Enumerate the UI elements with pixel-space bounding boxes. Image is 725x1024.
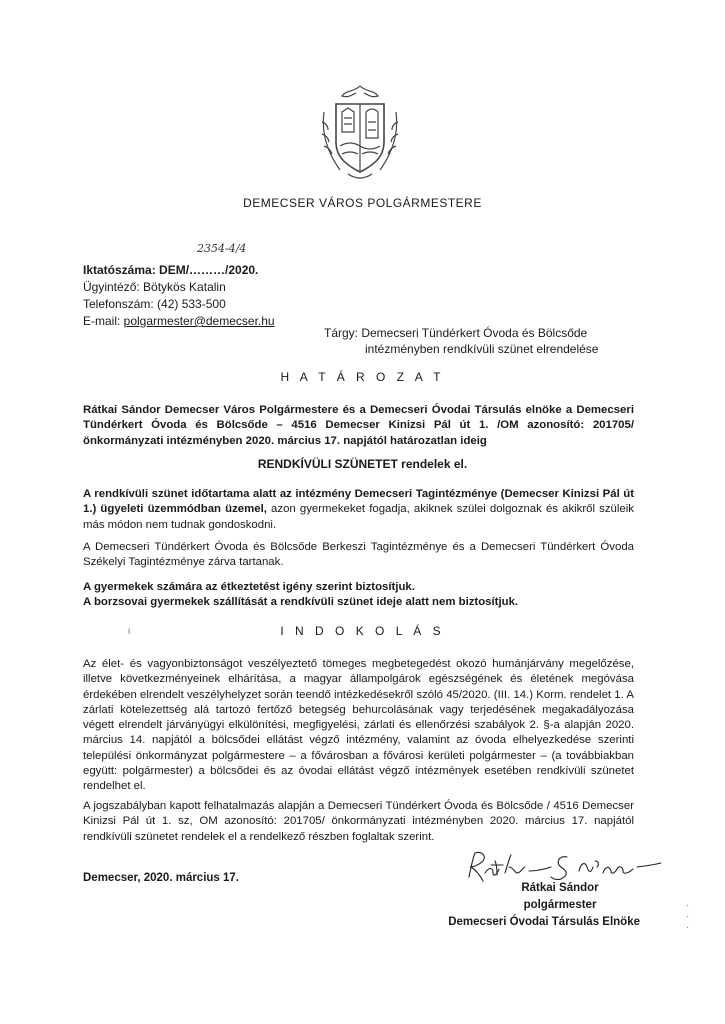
catering-line: A gyermekek számára az étkeztetést igény szerint biztosítjuk. [83, 581, 415, 593]
closed-units-paragraph: A Demecseri Tündérkert Óvoda és Bölcsőde Berkeszi Tagintézménye és a Demecseri Tündérkert Óvoda Székelyi Tagintézménye zárva tartanak. [83, 541, 634, 569]
subject-block [324, 325, 634, 357]
document-metadata [83, 262, 275, 330]
reasoning-paragraph-2: A jogszabályban kapott felhatalmazás alapján a Demecseri Tündérkert Óvoda és Bölcsőde / 4516 Demecser Kinizsi Pál út 1. sz, OM azonosító: 201705/ önkormányzati intézményben 2020. március 17. napjától rendkívüli szünetet rendelek el a rendelkező részben foglaltak szerint. [83, 800, 634, 843]
reasoning-heading: I N D O K O L Á S [280, 624, 445, 638]
email-line: E-mail: polgarmester@demecser.hu [83, 314, 275, 328]
scan-mark: ι [128, 626, 131, 637]
phone-number: Telefonszám: (42) 533-500 [83, 297, 226, 311]
registration-number: Iktatószáma: DEM/………/2020. [83, 263, 259, 277]
signatory-name: Rátkai Sándor [521, 882, 599, 894]
scan-mark-right: · · · [686, 900, 690, 933]
document-date: Demecser, 2020. március 17. [83, 872, 240, 884]
coat-of-arms-seal [318, 82, 402, 182]
issuer-title: DEMECSER VÁROS POLGÁRMESTERE [243, 196, 482, 210]
handwritten-registration-number: 2354-4/4 [197, 242, 247, 255]
decision-heading: H A T Á R O Z A T [280, 370, 445, 384]
catering-transport-paragraph [83, 580, 634, 611]
signatory-title: polgármester [523, 899, 597, 911]
signatory-role: Demecseri Óvodai Társulás Elnöke [448, 916, 640, 928]
email-link[interactable]: polgarmester@demecser.hu [123, 314, 275, 328]
duty-operation-paragraph: A rendkívüli szünet időtartama alatt az intézmény Demecseri Tagintézménye (Demecser Kinizsi Pál út 1.) ügyeleti üzemmódban üzemel, azon gyermekeket fogadja, akiknek szülei dolgoznak és akikről szüleik más módon nem tudnak gondoskodni. [83, 488, 634, 531]
reasoning-paragraph-1: Az élet- és vagyonbiztonságot veszélyeztető tömeges megbetegedést okozó humánjárvány megelőzése, illetve következményeinek elhárítása, a magyar állampolgárok egészségének és életének megóvása érdekében elrendelt veszélyhelyzet során teendő intézkedésekről szóló 45/2020. (III. 14.) Korm. rendelet 1. A zárlati kötelezettség alá tartozó fertőző betegség behurcolásának vagy terjedésének megakadályozása végett elrendelt járványügyi elkülönítési, megfigyelési, zárlati és ellenőrzési szabályok 2. §-a alapján 2020. március 14. napjától a bölcsődei ellátást végző intézmény, valamint az óvoda elhelyezkedése szerinti települési önkormányzat polgármestere – a fővárosban a fővárosi kerületi polgármester – (a továbbiakban együtt: polgármester) a bölcsődei és az óvodai ellátást végző intézmények esetében rendkívüli szünetet rendelhet el. [83, 658, 634, 793]
signatory-block [420, 880, 640, 931]
subject-line-2: intézményben rendkívüli szünet elrendelése [365, 342, 599, 356]
case-officer: Ügyintéző: Bötykös Katalin [83, 280, 226, 294]
decision-order: RENDKÍVÜLI SZÜNETET rendelek el. [257, 457, 468, 471]
subject-line-1: Tárgy: Demecseri Tündérkert Óvoda és Bölcsőde [324, 326, 588, 340]
decision-intro: Rátkai Sándor Demecser Város Polgármestere és a Demecseri Óvodai Társulás elnöke a Demecseri Tündérkert Óvoda és Bölcsőde – 4516 Demecser Kinizsi Pál út 1. /OM azonosító: 201705/ önkormányzati intézményben 2020. március 17. napjától határozatlan ideig [83, 404, 634, 447]
transport-line: A borzsovai gyermekek szállítását a rendkívüli szünet ideje alatt nem biztosítjuk. [83, 596, 519, 609]
